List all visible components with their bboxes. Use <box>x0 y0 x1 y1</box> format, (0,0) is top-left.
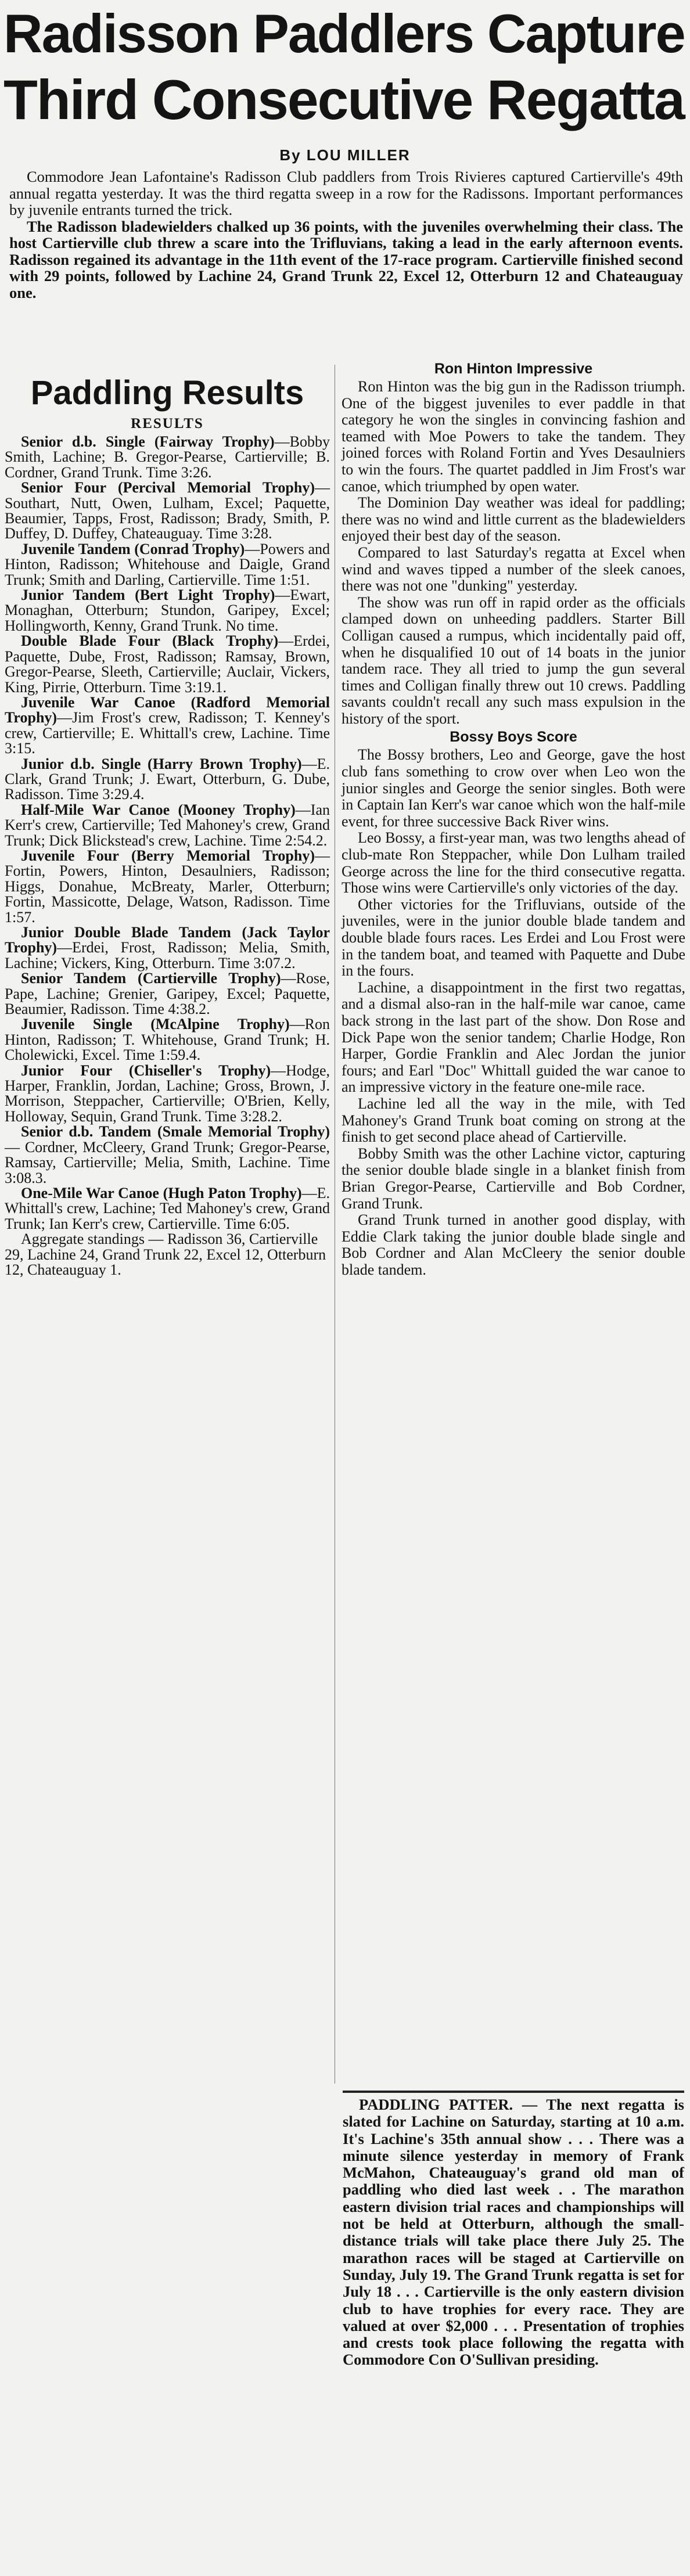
result-event-name: Junior Tandem (Bert Light Trophy) <box>21 587 275 604</box>
story-paragraph: Bobby Smith was the other Lachine victor, capturing the senior double blade single in a blanket finish from Brian Gregor-Pearse, Cartierville and Bob Cordner, Grand Trunk. <box>342 1145 685 1212</box>
result-entry <box>5 757 330 803</box>
lede-paragraph-1: Commodore Jean Lafontaine's Radisson Club paddlers from Trois Rivieres captured Cartierville's 49th annual regatta yesterday. It was the third regatta sweep in a row for the Radissons. Important performances by juvenile entrants turned the trick. <box>9 168 683 218</box>
result-event-name: Junior Double Blade Tandem (Jack Taylor Trophy) <box>5 924 330 956</box>
results-title: Paddling Results <box>30 374 304 412</box>
lede <box>9 168 683 301</box>
result-event-name: Senior Four (Percival Memorial Trophy) <box>21 479 315 497</box>
result-placings: —Hodge, Harper, Franklin, Jordan, Lachine; Gross, Brown, J. Morrison, Steppacher, Cartierville; O'Brien, Kelly, Holloway, Sequin, Grand Trunk. Time 3:28.2. <box>5 1062 330 1125</box>
story-paragraph: Ron Hinton was the big gun in the Radisson triumph. One of the biggest juveniles to ever paddle in that category he won the singles in convincing fashion and teamed with Moe Powers to take the tandem. They joined forces with Roland Fortin and Yves Desaulniers to win the fours. The quartet paddled in Jim Frost's war canoe, which triumphed by open water. <box>342 378 685 495</box>
result-entry <box>5 803 330 848</box>
result-placings: —Erdei, Frost, Radisson; Melia, Smith, Lachine; Vickers, King, Otterburn. Time 3:07.2. <box>5 939 330 972</box>
result-event-name: Juvenile Single (McAlpine Trophy) <box>21 1016 290 1033</box>
results-column <box>5 372 330 1278</box>
result-event-name: Junior Four (Chiseller's Trophy) <box>21 1062 271 1079</box>
result-placings: — Cordner, McCleery, Grand Trunk; Gregor-Pearse, Ramsay, Cartierville; Melia, Smith, Lachine. Time 3:08.3. <box>5 1138 330 1186</box>
story-paragraph: Grand Trunk turned in another good display, with Eddie Clark taking the junior double blade single and Bob Cordner and Alan McCleery the senior double blade tandem. <box>342 1211 685 1278</box>
result-entry <box>5 1186 330 1232</box>
result-entry <box>5 925 330 971</box>
result-event-name: Senior d.b. Tandem (Smale Memorial Trophy) <box>21 1123 330 1141</box>
result-event-name: Half-Mile War Canoe (Mooney Trophy) <box>21 801 296 818</box>
paddling-patter-text: PADDLING PATTER. — The next regatta is slated for Lachine on Saturday, starting at 10 a.m. It's Lachine's 35th annual show . . . There was a minute silence yesterday in memory of Frank McMahon, Chateauguay's grand old man of paddling who died last week . . The marathon eastern division trial races and championships will not be held at Otterburn, although the small-distance trials will take place there July 25. The marathon races will be staged at Cartierville on Sunday, July 19. The Grand Trunk regatta is set for July 18 . . . Cartierville is the only eastern division club to have trophies for every race. They are valued at over $2,000 . . . Presentation of trophies and crests took place following the regatta with Commodore Con O'Sullivan presiding. <box>343 2096 684 2369</box>
result-placings: —E. Clark, Grand Trunk; J. Ewart, Otterburn, G. Dube, Radisson. Time 3:29.4. <box>5 755 330 803</box>
result-placings: —Erdei, Paquette, Dube, Frost, Radisson; Ramsay, Brown, Gregor-Pearse, Sleeth, Cartierville; Auclair, Vickers, King, Pirrie, Otterburn. Time 3:19.1. <box>5 632 330 696</box>
result-event-name: One-Mile War Canoe (Hugh Paton Trophy) <box>21 1184 302 1201</box>
result-placings: —Powers and Hinton, Radisson; Whitehouse and Daigle, Grand Trunk; Smith and Darling, Cartierville. Time 1:51. <box>5 540 330 588</box>
result-placings: —Bobby Smith, Lachine; B. Gregor-Pearse, Cartierville; B. Cordner, Grand Trunk. Time 3:26. <box>5 433 330 481</box>
story-paragraph: Lachine, a disappointment in the first two regattas, and a dismal also-ran in the half-mile war canoe, came back strong in the last part of the show. Don Rose and Dick Pape won the senior tandem; Charlie Hodge, Ron Harper, Gordie Franklin and Alec Jordan the junior fours; and Earl "Doc" Whittall guided the war canoe to an impressive victory in the feature one-mile race. <box>342 978 685 1096</box>
results-list <box>5 434 330 1232</box>
paddling-patter-box <box>343 2091 684 2369</box>
story-section-2 <box>342 747 685 1278</box>
story-paragraph: Leo Bossy, a first-year man, was two lengths ahead of club-mate Ron Steppacher, while Don Lulham trailed George across the line for the third consecutive regatta. Those wins were Cartierville's only victories of the day. <box>342 829 685 897</box>
result-event-name: Juvenile Four (Berry Memorial Trophy) <box>21 847 315 864</box>
story-paragraph: Compared to last Saturday's regatta at Excel when wind and waves tipped a number of the sleek canoes, there was not one "dunking" yesterday. <box>342 544 685 595</box>
result-placings: —Ian Kerr's crew, Cartierville; Ted Mahoney's crew, Grand Trunk; Dick Blickstead's crew, Lachine. Time 2:54.2. <box>5 801 330 849</box>
result-event-name: Junior d.b. Single (Harry Brown Trophy) <box>21 755 302 772</box>
result-placings: —Jim Frost's crew, Radisson; T. Kenney's crew, Cartierville; E. Whittall's crew, Lachine. Time 3:15. <box>5 709 330 757</box>
story-paragraph: The Dominion Day weather was ideal for paddling; there was no wind and little current as the bladewielders enjoyed their best day of the season. <box>342 494 685 545</box>
result-entry <box>5 634 330 695</box>
result-placings: —Fortin, Powers, Hinton, Desaulniers, Radisson; Higgs, Donahue, McBreaty, Marler, Otterburn; Fortin, Massicotte, Delage, Watson, Radisson. Time 1:57. <box>5 847 330 926</box>
result-entry <box>5 1063 330 1125</box>
result-placings: —Rose, Pape, Lachine; Grenier, Garipey, Excel; Paquette, Beaumier, Radisson. Time 4:38.2. <box>5 970 330 1018</box>
result-entry <box>5 588 330 634</box>
result-entry <box>5 695 330 757</box>
result-entry <box>5 1017 330 1063</box>
results-label: RESULTS <box>131 416 204 431</box>
result-placings: —E. Whittall's crew, Lachine; Ted Mahoney's crew, Grand Trunk; Ian Kerr's crew, Cartierville. Time 6:05. <box>5 1184 330 1232</box>
result-event-name: Double Blade Four (Black Trophy) <box>21 632 279 650</box>
result-event-name: Juvenile War Canoe (Radford Memorial Trophy) <box>5 693 330 726</box>
result-entry <box>5 848 330 925</box>
result-placings: —Southart, Nutt, Owen, Lulham, Excel; Paquette, Beaumier, Tapps, Frost, Radisson; Brady, Smith, P. Duffey, D. Duffey, Chateauguay. Time 3:28. <box>5 479 330 542</box>
byline: By LOU MILLER <box>279 146 411 164</box>
headline-line-2: Third Consecutive Regatta <box>3 69 684 131</box>
subhead-bossy-boys: Bossy Boys Score <box>450 729 577 746</box>
story-paragraph: The Bossy brothers, Leo and George, gave the host club fans something to crow over when Leo won the junior singles and George the senior singles. Both were in Captain Ian Kerr's war canoe which won the half-mile event, for three successive Back River wins. <box>342 746 685 830</box>
aggregate-standings: Aggregate standings — Radisson 36, Cartierville 29, Lachine 24, Grand Trunk 22, Excel 12, Otterburn 12, Chateauguay 1. <box>5 1231 326 1278</box>
result-placings: —Ron Hinton, Radisson; T. Whitehouse, Grand Trunk; H. Cholewicki, Excel. Time 1:59.4. <box>5 1016 330 1064</box>
story-paragraph: The show was run off in rapid order as the officials clamped down on unheeding paddlers. Starter Bill Colligan caused a rumpus, which incidentally paid off, when he disqualified 10 out of 14 boats in the junior tandem race. They all tried to jump the gun several times and Colligan finally threw out 10 crews. Paddling savants couldn't recall any such mass expulsion in the history of the sport. <box>342 593 685 727</box>
result-entry <box>5 542 330 588</box>
story-column <box>342 359 685 1278</box>
result-placings: —Ewart, Monaghan, Otterburn; Stundon, Garipey, Excel; Hollingworth, Kenny, Grand Trunk. No time. <box>5 587 330 634</box>
headline <box>3 1 688 135</box>
story-paragraph: Other victories for the Trifluvians, outside of the juveniles, were in the junior double blade tandem and double blade fours races. Les Erdei and Lou Frost were in the tandem boat, and teamed with Paquette and Dube in the fours. <box>342 895 685 980</box>
headline-line-1: Radisson Paddlers Capture <box>3 3 685 64</box>
result-entry <box>5 1124 330 1186</box>
lede-paragraph-2: The Radisson bladewielders chalked up 36 points, with the juveniles overwhelming their class. The host Cartierville club threw a scare into the Trifluvians, taking a lead in the early afternoon events. Radisson regained its advantage in the 11th event of the 17-race program. Cartierville finished second with 29 points, followed by Lachine 24, Grand Trunk 22, Excel 12, Otterburn 12 and Chateauguay one. <box>9 217 683 301</box>
story-paragraph: Lachine led all the way in the mile, with Ted Mahoney's Grand Trunk boat coming on strong at the finish to get second place ahead of Cartierville. <box>342 1095 685 1146</box>
result-entry <box>5 971 330 1017</box>
result-event-name: Juvenile Tandem (Conrad Trophy) <box>21 540 245 557</box>
result-event-name: Senior d.b. Single (Fairway Trophy) <box>21 433 275 450</box>
result-entry <box>5 434 330 480</box>
result-entry <box>5 480 330 542</box>
story-section-1 <box>342 379 685 727</box>
result-event-name: Senior Tandem (Cartierville Trophy) <box>21 970 281 987</box>
subhead-ron-hinton: Ron Hinton Impressive <box>434 361 593 377</box>
